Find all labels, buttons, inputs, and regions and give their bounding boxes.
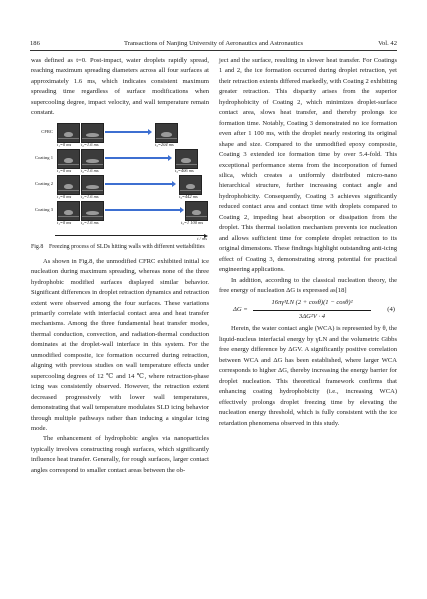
time-label: t₃=204 ms [155, 141, 174, 147]
droplet-frame [81, 123, 104, 143]
time-label: t₃=442 ms [179, 193, 198, 199]
time-label: t₁=0 ms [57, 141, 72, 147]
timeline-arrow [105, 183, 173, 185]
droplet-frame [57, 149, 80, 169]
time-label: t₁=0 ms [57, 193, 72, 199]
volume-label: Vol. 42 [378, 40, 397, 47]
paragraph-right-2: In addition, according to the classical nucleation theory, the free energy of nucleation ΔG is expressed as[18] [219, 276, 397, 294]
row-label: Coating 1 [35, 154, 53, 160]
time-label: t₁=0 ms [57, 167, 72, 173]
droplet-frame [179, 175, 202, 195]
figure-row-coating-2 [31, 175, 209, 199]
time-label: t₂=1.6 ms [81, 167, 99, 173]
droplet-frame [175, 149, 198, 169]
droplet-frame [155, 123, 178, 143]
time-label: t₃=406 ms [175, 167, 194, 173]
equation-denominator: 3ΔG²V · 4 [298, 312, 326, 320]
droplet-frame [57, 201, 80, 221]
figure-8 [31, 123, 209, 239]
caption-text: Freezing process of SLDs hitting walls with different wettabilities [49, 243, 205, 250]
timeline-arrow [105, 131, 149, 133]
droplet-frame [81, 201, 104, 221]
droplet-frame [57, 175, 80, 195]
time-label: t₃=1 100 ms [181, 219, 204, 225]
timeline-arrow [105, 157, 169, 159]
droplet-frame [81, 175, 104, 195]
equation-number: (4) [387, 306, 395, 314]
timeline-arrow [105, 209, 181, 211]
equation-fraction [253, 298, 371, 322]
axis-unit-label: t / ms [197, 235, 207, 241]
journal-title: Transactions of Nanjing University of Aeronautics and Astronautics [123, 40, 304, 47]
droplet-frame [81, 149, 104, 169]
caption-number: Fig.8 [31, 243, 44, 250]
time-label: t₁=0 ms [57, 219, 72, 225]
equation-numerator: 16πγ³LN (2 + cosθ)(1 − cosθ)² [253, 298, 371, 310]
time-label: t₂=1.6 ms [81, 193, 99, 199]
equation-lhs: ΔG = [233, 306, 248, 314]
row-label: Coating 3 [35, 206, 53, 212]
row-label: Coating 2 [35, 180, 53, 186]
paragraph-right-top: ject and the surface, resulting in slower heat transfer. For Coatings 1 and 2, the ice formation occurred during droplet retraction, yet their retraction extents differed markedly, with Coating 2 exhibiting greater retraction. This disparity arises from the superior hydrophobicity of Coating 2, which minimizes droplet-surface contact area, slows heat transfer, and thereby prolongs ice formation time. Notably, Coating 3 demonstrated no ice formation even after 1 100 ms, with the droplet nearly restoring its original shape and size. Compared to the unmodified epoxy composite, Coating 3 extended ice formation time by over 5.4-fold. This exceptional performance stems from the incorporation of fumed silica, which creates a uniformly distributed micro-nano hierarchical structure, further increasing contact angle and hydrophobicity. Consequently, Coating 3 achieves significantly reduced contact area and contact time with droplets compared to Coating 2, impeding heat absorption or dissipation from the droplet. This thermal isolation mechanism prevents ice nucleation and allows sufficient time for complete droplet retraction to its original dimensions. These findings highlight outstanding anti-icing effect of Coating 3, demonstrating strong potential for practical engineering applications. [219, 57, 397, 274]
paragraph-left-top: was defined as t=0. Post-impact, water droplets rapidly spread, reaching maximum spreading diameters across all four surfaces at approximately 1.6 ms, which indicates consistent maximum spreading time regardless of surface modifications when supercooling degree, impact velocity, and wall temperature remain constant. [31, 57, 209, 117]
right-column [219, 56, 397, 429]
figure-row-coating-3 [31, 201, 209, 225]
paragraph-right-3: Herein, the water contact angle (WCA) is represented by θ, the liquid-nucleus interfacial energy by γLN and the volumetric Gibbs free energy difference by ΔGV. A significantly positive correlation between WCA and ΔG has been established, where larger WCA corresponds to higher ΔG, thereby increasing the energy barrier for droplet nucleation. This theoretical framework confirms that enhancing coating hydrophobicity (i.e., increasing WCA) effectively prolongs droplet freezing time by elevating the nucleation energy threshold, which is fully consistent with the ice retardation phenomena observed in this study. [219, 325, 397, 427]
figure-caption [31, 243, 209, 251]
figure-row-coating-1 [31, 149, 209, 173]
time-label: t₂=1.6 ms [81, 219, 99, 225]
figure-row-cfrc [31, 123, 209, 147]
time-axis [55, 235, 205, 236]
paragraph-left-2: The enhancement of hydrophobic angles via nanoparticles typically involves constructing rough surfaces, which significantly influence heat transfer. Generally, for rough surfaces, larger contact angles correspond to smaller contact areas between the ob- [31, 435, 209, 474]
equation-4 [219, 298, 397, 322]
left-column [31, 56, 209, 476]
droplet-frame [185, 201, 208, 221]
page-header [30, 40, 397, 50]
paragraph-left-1: As shown in Fig.8, the unmodified CFRC exhibited initial ice nucleation during maximum spreading, whereas none of the three hydrophobic modified surfaces displayed similar behavior. Significant differences in droplet retraction dynamics and retraction extent were observed among the four surfaces. These variations primarily correlate with interfacial contact area and heat transfer mechanisms. Among the three fundamental heat transfer modes, thermal conduction, convection, and radiation-thermal conduction dominates at the droplet-wall interface in this system. For the unmodified composite, ice formation occurred during retraction, aligning with previous studies on wall temperature effects under supercooling degrees of 12 ℃ and 14 ℃, where retraction-phase icing was consistently observed. However, the retraction extent decreased progressively with lower wall temperatures, demonstrating that wall temperature modulates SLD icing behavior through multiple pathways rather than inducing a singular icing mode. [31, 257, 209, 432]
header-rule [30, 50, 397, 51]
time-label: t₂=1.6 ms [81, 141, 99, 147]
page-number: 186 [30, 40, 40, 47]
droplet-frame [57, 123, 80, 143]
row-label: CFRC [41, 128, 53, 134]
